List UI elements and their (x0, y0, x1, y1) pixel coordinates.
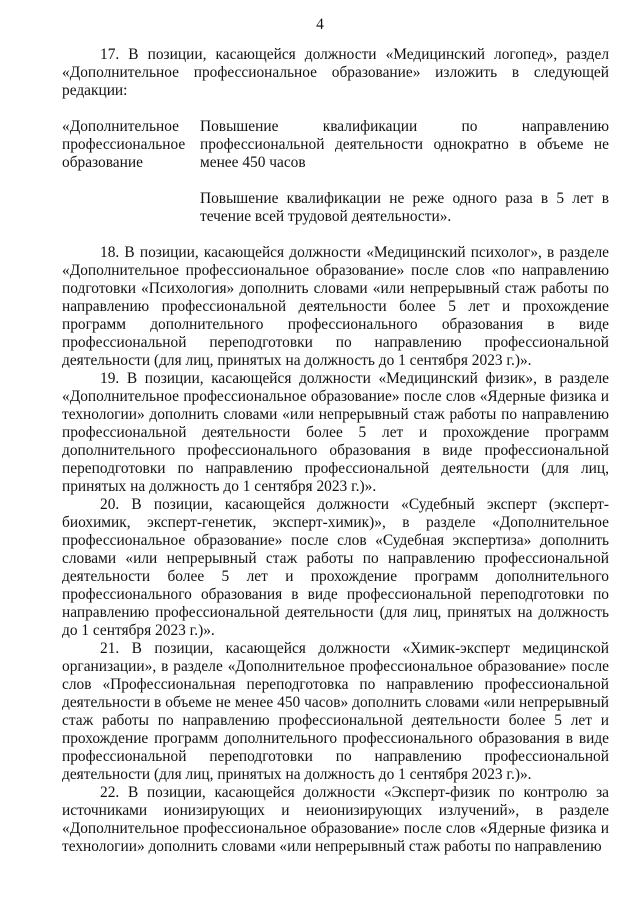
paragraph-21: 21. В позиции, касающейся должности «Химик-эксперт медицинской организации», в разделе «Дополнительное профессиональное образование» после слов «Профессиональная переподготовка по направлению профессиональной деятельности в объеме не менее 450 часов» дополнить словами «или непрерывный стаж работы по направлению профессиональной деятельности более 5 лет и прохождение программ дополнительного профессионального образования в виде профессиональной переподготовки по направлению профессиональной деятельности (для лиц, принятых на должность до 1 сентября 2023 г.)». (62, 640, 609, 783)
table-right-text-1: Повышение квалификации по направлению профессиональной деятельности однократно в объеме не менее 450 часов (200, 118, 609, 171)
table-right-cell (200, 118, 609, 226)
paragraph-22: 22. В позиции, касающейся должности «Эксперт-физик по контролю за источниками ионизирующих и неионизирующих излучений», в разделе «Дополнительное профессиональное образование» после слов «Ядерные физика и технологии» дополнить словами «или непрерывный стаж работы по направлению (62, 784, 609, 855)
table-left-text: «Дополнительное профессиональное образование (62, 118, 186, 171)
paragraph-19: 19. В позиции, касающейся должности «Медицинский физик», в разделе «Дополнительное профессиональное образование» после слов «Ядерные физика и технологии» дополнить словами «или непрерывный стаж работы по направлению профессиональной деятельности более 5 лет и прохождение программ дополнительного профессионального образования в виде профессиональной переподготовки по направлению профессиональной деятельности (для лиц, принятых на должность до 1 сентября 2023 г.)». (62, 370, 609, 495)
paragraph-20: 20. В позиции, касающейся должности «Судебный эксперт (эксперт-биохимик, эксперт-генетик, эксперт-химик)», в разделе «Дополнительное профессиональное образование» после слов «Судебная экспертиза» дополнить словами «или непрерывный стаж работы по направлению профессиональной деятельности более 5 лет и прохождение программ дополнительного профессионального образования в виде профессиональной переподготовки по направлению профессиональной деятельности (для лиц, принятых на должность до 1 сентября 2023 г.)». (62, 496, 609, 639)
replacement-table (62, 118, 609, 226)
paragraph-18: 18. В позиции, касающейся должности «Медицинский психолог», в разделе «Дополнительное профессиональное образование» после слов «по направлению подготовки «Психология» дополнить словами «или непрерывный стаж работы по направлению профессиональной деятельности более 5 лет и прохождение программ дополнительного профессионального образования в виде профессиональной переподготовки по направлению профессиональной деятельности (для лиц, принятых на должность до 1 сентября 2023 г.)». (62, 244, 609, 369)
document-body (62, 46, 609, 856)
paragraph-17: 17. В позиции, касающейся должности «Медицинский логопед», раздел «Дополнительное профессиональное образование» изложить в следующей редакции: (62, 46, 609, 99)
table-right-text-2: Повышение квалификации не реже одного раза в 5 лет в течение всей трудовой деятельности». (200, 190, 609, 225)
table-left-cell (62, 118, 200, 226)
page-number: 4 (316, 16, 324, 33)
